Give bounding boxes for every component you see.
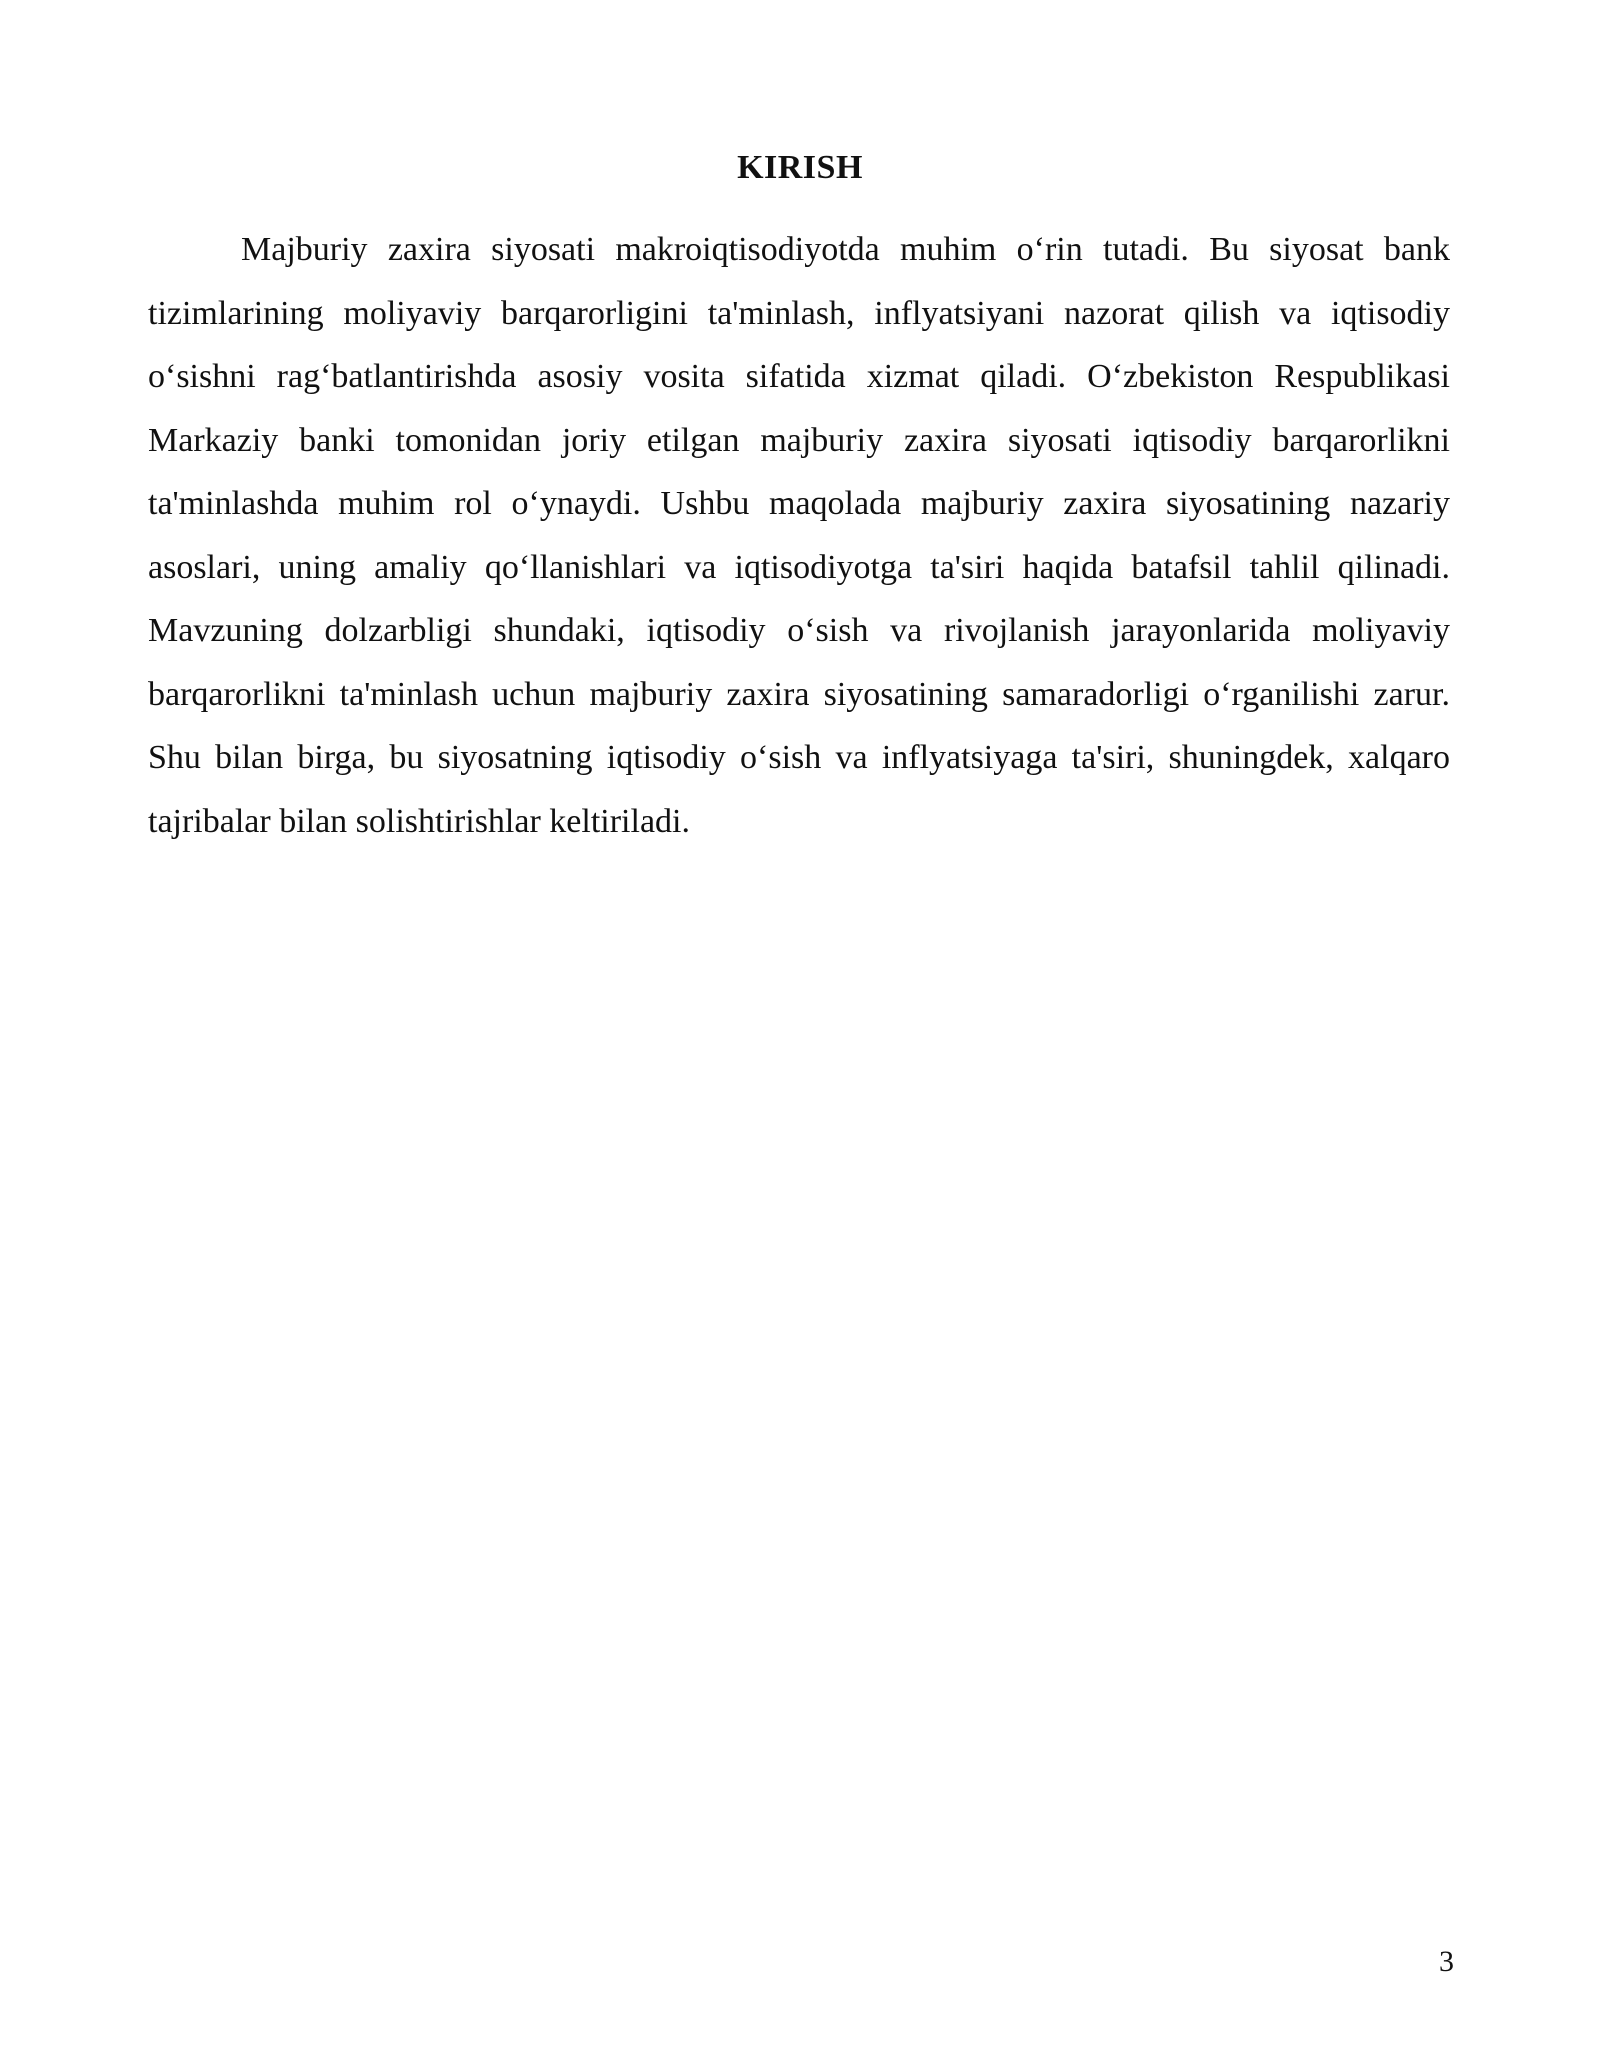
page-number: 3 bbox=[1439, 1945, 1454, 1978]
section-heading: KIRISH bbox=[737, 149, 863, 186]
body-paragraph: Majburiy zaxira siyosati makroiqtisodiyotda muhim o‘rin tutadi. Bu siyosat bank tizimlarining moliyaviy barqarorligini ta'minlash, inflyatsiyani nazorat qilish va iqtisodiy o‘sishni rag‘batlantirishda asosiy vosita sifatida xizmat qiladi. O‘zbekiston Respublikasi Markaziy banki tomonidan joriy etilgan majburiy zaxira siyosati iqtisodiy barqarorlikni ta'minlashda muhim rol o‘ynaydi. Ushbu maqolada majburiy zaxira siyosatining nazariy asoslari, uning amaliy qo‘llanishlari va iqtisodiyotga ta'siri haqida batafsil tahlil qilinadi. Mavzuning dolzarbligi shundaki, iqtisodiy o‘sish va rivojlanish jarayonlarida moliyaviy barqarorlikni ta'minlash uchun majburiy zaxira siyosatining samaradorligi o‘rganilishi zarur. Shu bilan birga, bu siyosatning iqtisodiy o‘sish va inflyatsiyaga ta'siri, shuningdek, xalqaro tajribalar bilan solishtirishlar keltiriladi. bbox=[148, 231, 1450, 840]
